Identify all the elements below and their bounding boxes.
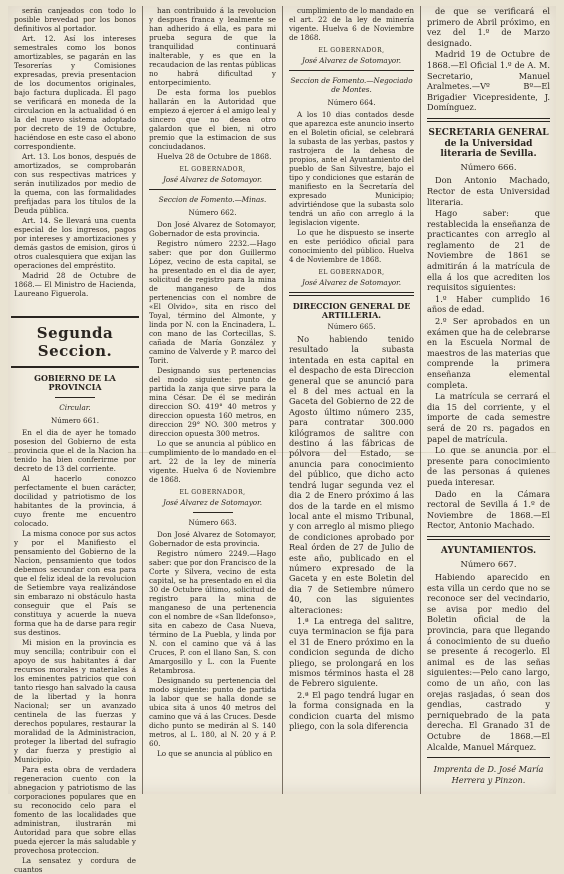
governor-signature: José Alvarez de Sotomayor.	[162, 175, 263, 184]
divider	[289, 70, 414, 71]
numero-663: Número 663.	[188, 518, 237, 527]
paragraph: Hago saber: que restablecida la enseñanza de practicantes con arreglo al reglamento de 21 de Noviembre de 1861 se admitirán á la matrícula de ella á los que acrediten los requisitos siguientes:	[427, 208, 550, 293]
numero-661: Número 661.	[50, 416, 100, 425]
paragraph: 2.º Ser aprobados en un exámen que ha de celebrarse en la Escuela Normal de maestros de las materias que comprende la primera enseñanza elemental completa.	[427, 316, 550, 390]
universidad-title: SECRETARIA GENERAL de la Universidad literaria de Sevilla.	[428, 127, 549, 160]
divider	[427, 118, 550, 122]
paragraph: serán canjeados con todo lo posible brevedad por los bonos definitivos al portador.	[14, 6, 136, 33]
governor-label: EL GOBERNADOR,	[179, 166, 246, 173]
numero-666: Número 666.	[460, 161, 517, 172]
divider	[427, 757, 550, 758]
paragraph: Lo que se anuncia al público en	[157, 749, 273, 758]
numero-665: Número 665.	[327, 322, 376, 331]
numero-664: Número 664.	[327, 98, 376, 107]
paragraph: En el dia de ayer he tomado posesion del Gobierno de esta provincia que el de la Nacion ha tenido ha bien conferirme por decreto de 13 del corriente.	[14, 428, 136, 473]
paragraph: Don José Alvarez de Sotomayor, Gobernador de esta provincia.	[149, 220, 276, 238]
governor-label: EL GOBERNADOR,	[318, 269, 385, 276]
paragraph: La sensatez y cordura de cuantos	[14, 856, 136, 874]
paragraph: Lo que he dispuesto se inserte en este periódico oficial para conocimiento del público. Huelva 4 de Noviembre de 1868.	[289, 228, 414, 264]
governor-label: EL GOBERNADOR,	[318, 47, 385, 54]
governor-signature: José Alvarez de Sotomayor.	[301, 56, 402, 65]
paragraph: Don José Alvarez de Sotomayor, Gobernador de esta provincia.	[149, 530, 276, 548]
date-line: Huelva 28 de Octubre de 1868.	[157, 152, 272, 161]
paragraph: 1.º Haber cumplido 16 años de edad.	[427, 293, 550, 315]
divider	[193, 512, 233, 513]
numero-662: Número 662.	[188, 208, 237, 217]
paragraph: La matrícula se cerrará el dia 15 del corriente, y el importe de cada semestre será de 20 rs. pagados en papel de matrícula.	[427, 391, 550, 444]
paragraph: 1.ª La entrega del salitre, cuya terminacion se fija para el 31 de Enero próximo en la condicion segunda de dicho pliego, se prolongará en los mismos términos hasta el 28 de Febrero siguiente.	[289, 615, 414, 689]
paragraph: de que se verificará el primero de Abril próximo, en vez del 1.º de Marzo designado.	[427, 6, 550, 48]
column-3	[282, 6, 420, 794]
circular-label: Circular.	[59, 403, 91, 412]
paper-fold	[8, 452, 556, 453]
newspaper-page	[8, 6, 556, 874]
gobierno-title: GOBIERNO DE LA PROVINCIA	[34, 373, 116, 392]
paragraph: Para esta obra de verdadera regeneracion cuento con la abnegacion y patriotismo de las corporaciones populares que en su reconocido celo para el fomento de las localidades que administran, ilustrarán mi Autoridad para que sobre ellas pueda ejercer la más saludable y provechosa proteccion.	[14, 765, 136, 855]
paragraph: Don Antonio Machado, Rector de esta Universidad literaria.	[427, 175, 550, 207]
segunda-seccion-heading: Segunda Seccion.	[11, 316, 139, 368]
paragraph: Madrid 28 de Octubre de 1868.— El Ministro de Hacienda, Laureano Figuerola.	[14, 271, 136, 298]
divider	[55, 397, 95, 398]
paragraph: De esta forma los pueblos hallarán en la Autoridad que empiezo á ejercer á el amigo leal y sincero que no desea otro galardon que el bien, ni otro premio que la estimacion de sus conciudadanos.	[149, 88, 276, 151]
paragraph: Registro número 2249.—Hago saber: que por don Francisco de la Corte y Silvera, vecino de esta capital, se ha presentado en el dia 30 de Octubre último, solicitud de registro para la mina de manganeso de una pertenencia con el nombre de «San Ildefonso», sita en cabezo de Casa Nueva, término de La Puebla, y linda por N. con el camino que vá á las Cruces, P. con el llano San, S. con Amargosillo y L. con la Fuente Retambrosa.	[149, 549, 276, 675]
numero-667: Número 667.	[460, 558, 517, 569]
paragraph: Art. 14. Se llevará una cuenta especial de los ingresos, pagos por intereses y amortizaciones y demás gastos de emision, giros ú otros cualesquiera que exijan las operaciones del empréstito.	[14, 216, 136, 270]
column-2	[142, 6, 282, 794]
paragraph: Designando su pertenencia del modo siguiente: punto de partida la labor que se halla donde se ubica sita á unos 40 metros del camino que vá á las Cruces. Desde dicho punto se medirán al S. 140 metros, al L. 180, al N. 20 y á P. 60.	[149, 676, 276, 748]
divider	[289, 292, 414, 296]
artilleria-title: DIRECCION GENERAL DE ARTILLERIA.	[292, 301, 411, 320]
governor-signature: José Alvarez de Sotomayor.	[301, 278, 402, 287]
governor-label: EL GOBERNADOR,	[179, 489, 246, 496]
paragraph: Registro número 2232.—Hago saber: que por don Guillermo López, vecino de esta capital, se ha presentado en el dia de ayer, solicitud de registro para la mina de manganeso de dos pertenencias con el nombre de «El Olvido», sita en risco del Toyal, término del Almonte, y linda por N. con la Encinadera, L. con mano de las Cortecillas, S. cañada de María González y camino de Valverde y P. marco del Torit.	[149, 239, 276, 365]
ayuntamientos-title: AYUNTAMIENTOS.	[440, 545, 537, 556]
paragraph: Al hacerlo conozco perfectamente el buen carácter, docilidad y patriotismo de los habitantes de la provincia, á cuyo frente me encuentro colocado.	[14, 474, 136, 528]
paragraph: Madrid 19 de Octubre de 1868.—El Oficial 1.º de A. M. Secretario, Manuel Aralmetes.—Vº Bº—El Brigadier Vicepresidente, J. Domínguez.	[427, 49, 550, 113]
paragraph: han contribuido á la revolucion y despues franca y lealmente se han adherido á ella, es para mi prueba segura de que la tranquilidad continuará inalterable, y es que en la recaudacion de las rentas públicas no habrá dificultad y entorpecimiento.	[149, 6, 276, 87]
paragraph: Art. 12. Así los intereses semestrales como los bonos amortizables, se pagarán en las Tesorerías y Comisiones expresadas, previa presentacion de los documentos originales, bajo factura duplicada. El pago se verificará en moneda de la circulacion en la actualidad ó en la del nuevo sistema adoptado por decreto de 19 de Octubre, haciéndose en este caso el abono correspondiente.	[14, 34, 136, 151]
governor-signature: José Alvarez de Sotomayor.	[162, 498, 263, 507]
fomento-minas-title: Seccion de Fomento.—Minas.	[158, 195, 267, 204]
divider	[149, 189, 276, 190]
paragraph: Designando sus pertenencias del modo siguiente: punto de partida la zanja que sirve para la mina César. De él se medirán direccion SO. 419° 40 metros y direccion opuesta 160 metros, en direccion 29° NO. 300 metros y direccion opuesta 300 metros.	[149, 366, 276, 438]
paragraph: Lo que se anuncia por el presente para conocimiento de las personas á quienes pueda interesar.	[427, 445, 550, 487]
paragraph: Art. 13. Los bonos, después de amortizados, se comprobarán con sus respectivas matrices y serán inutilizados por medio de la quema, con las formalidades prefijadas para los títulos de la Deuda pública.	[14, 152, 136, 215]
imprenta-footer: Imprenta de D. José María Herrera y Pinzon.	[433, 764, 544, 785]
paragraph: cumplimiento de lo mandado en el art. 22 de la ley de minería vigente. Huelva 6 de Noviembre de 1868.	[289, 6, 414, 42]
column-1	[8, 6, 142, 874]
divider	[427, 536, 550, 540]
paragraph: Lo que se anuncia al público en cumplimiento de lo mandado en el art. 22 de la ley de minería vigente. Huelva 6 de Noviembre de 1868.	[149, 439, 276, 484]
column-4	[420, 6, 556, 794]
paragraph: La misma conoce por sus actos y por el Manifiesto el pensamiento del Gobierno de la Nacion, pensamiento que todos debemos secundar con esa para que el feliz ideal de la revolucion de Setiembre vaya realizándose sin embarazo ni obstáculo hasta conseguir que el País se constituya y acuerde la nueva forma que ha de darse para regir sus destinos.	[14, 529, 136, 637]
paragraph: Habiendo aparecido en esta villa un cerdo que no se reconoce ser del vecindario, se avisa por medio del Boletin oficial de la provincia, para que llegando á conocimiento de su dueño se presente á recogerlo. El animal es de las señas siguientes:—Pelo cano largo, como de un año, con las orejas rasjadas, ó sean dos gendias, castrado y perniquebrado de la pata derecha. El Granado 31 de Octubre de 1868.—El Alcalde, Manuel Márquez.	[427, 572, 550, 752]
paragraph: Mi mision en la provincia es muy sencilla; contribuir con el apoyo de sus habitantes á dar recursos morales y materiales á los eminentes patricios que con tanto riesgo han salvado la causa de la libertad y la honra Nacional; ser un avanzado centinela de las fuerzas y derechos populares, restaurar la moralidad de la Administracion, proteger la libertad del sufragio y dar fuerza y prestigio al Municipio.	[14, 638, 136, 764]
paragraph: 2.ª El pago tendrá lugar en la forma consignada en la condicion cuarta del mismo pliego, con la sola diferencia	[289, 689, 414, 732]
paragraph: No habiendo tenido resultado la subasta intentada en esta capital en el despacho de esta Direccion general que se anunció para el 8 del mes actual en la Gaceta del Gobierno de 22 de Agosto último número 235, para contratar 300.000 kilógramos de salitre con destino á las fábricas de pólvora del Estado, se anuncia para conocimiento del público, que dicho acto tendrá lugar segunda vez el dia 2 de Enero próximo á las dos de la tarde en el mismo local ante el mismo Tribunal, y con arreglo al mismo pliego de condiciones aprobado por Real órden de 27 de Julio de este año, publicado en el número expresado de la Gaceta y en este Boletin del dia 7 de Setiembre número 40, con las siguientes alteraciones:	[289, 334, 414, 615]
fomento-montes-title: Seccion de Fomento.—Negociado de Montes.	[290, 76, 413, 94]
paragraph: Dado en la Cámara rectoral de Sevilla á 1.º de Noviembre de 1868.—El Rector, Antonio Machado.	[427, 488, 550, 531]
paragraph: A los 10 dias contados desde que aparezca este anuncio inserto en el Boletin oficial, se celebrará la subasta de las yerbas, pastos y rastrojera de la dehesa de propios, ante el Ayuntamiento del pueblo de San Silvestre, bajo el tipo y condiciones que estarán de manifiesto en la Secretaría del expresado Municipio; advirtiéndose que la subasta solo tendrá un año con arreglo á la legislacion vigente.	[289, 110, 415, 227]
